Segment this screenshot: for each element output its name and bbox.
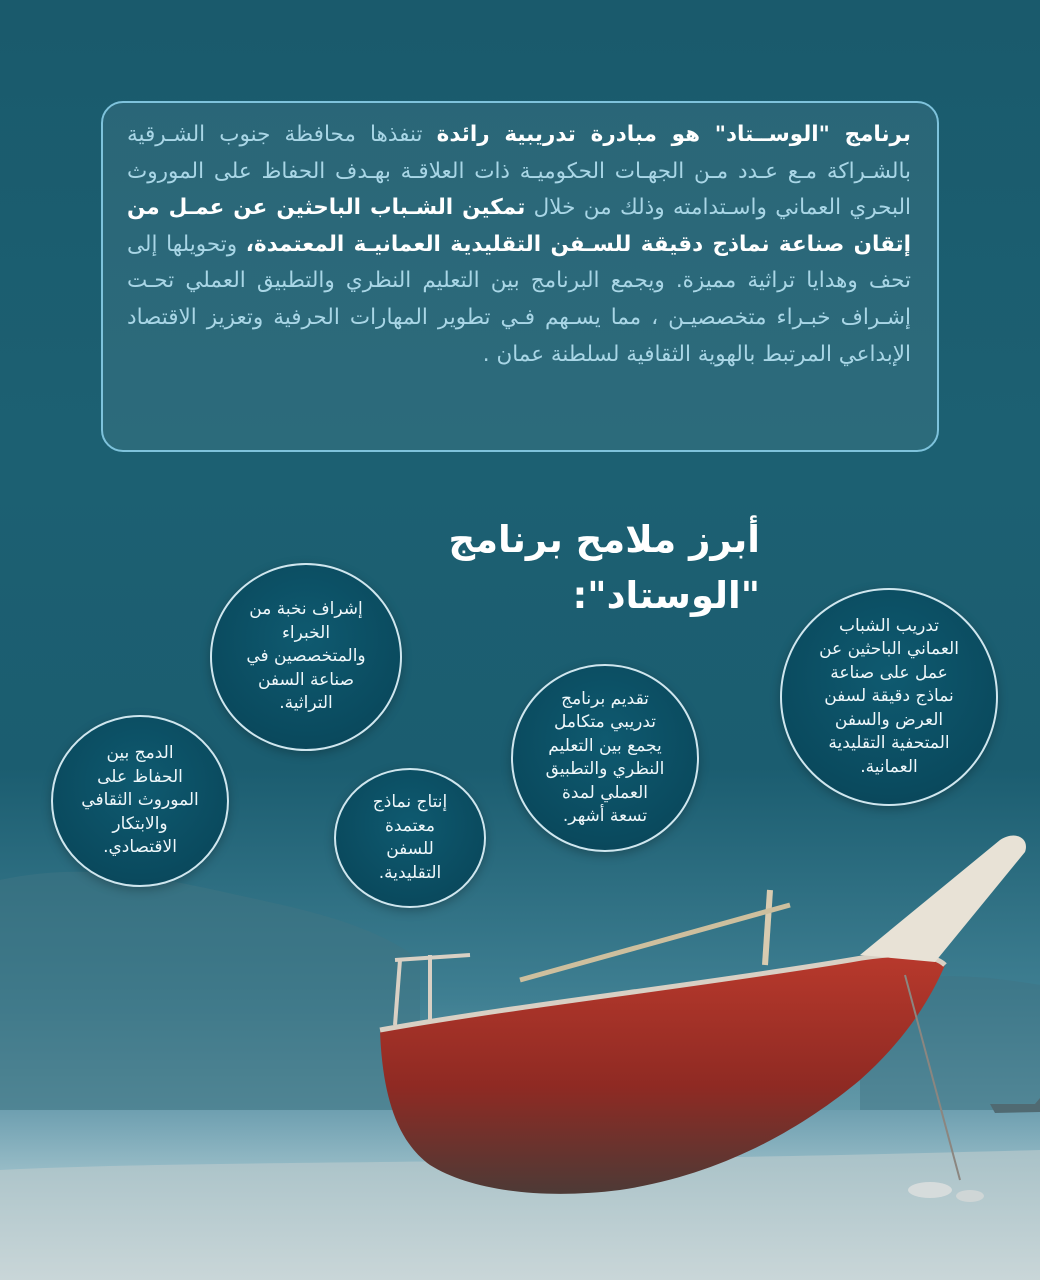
feature-bubble-models (334, 768, 486, 908)
features-heading: أبرز ملامح برنامج "الوستاد": (448, 518, 760, 617)
boat-prow (860, 836, 1026, 962)
feature-bubble-heritage (51, 715, 229, 887)
feature-bubble-training (780, 588, 998, 806)
intro-highlight: تمكين الشـباب الباحثين عن عمـل من إتقان صناعة نماذج دقيقة للسـفن التقليدية العمانيـة المعتمدة، (127, 195, 911, 257)
beach-stone (908, 1182, 952, 1198)
feature-text: إنتاج نماذج معتمدة للسفن التقليدية. (372, 792, 448, 883)
intro-text-box (101, 101, 939, 452)
feature-bubble-experts (210, 563, 402, 751)
beach-stone (956, 1190, 984, 1202)
intro-text-part: تنفذها محافظة جنوب الشـرقية بالشـراكة مـع عـدد مـن الجهـات الحكوميـة ذات العلاقـة بهـدف الحفاظ على الموروث البحري العماني واسـتدامته وذلك من خلال (127, 122, 911, 221)
boat-spar (520, 905, 790, 980)
boat-mast (765, 890, 770, 965)
feature-text: الدمج بين الحفاظ على الموروث الثقافي والابتكار الاقتصادي. (81, 743, 199, 858)
intro-program-title: برنامج "الوســتاد" هو مبادرة تدريبية رائدة (436, 122, 912, 147)
intro-text-part: وتحويلها إلى تحف وهدايا تراثية مميزة. ويجمع البرنامج بين التعليم النظري والتطبيق العملي تحـت إشـراف خبـراء متخصصيـن ، مما يسـهم فـي تطوير المهارات الحرفية وتعزيز الاقتصاد الإبداعي المرتبط بالهوية الثقافية لسلطنة عمان . (127, 231, 911, 367)
mountain-left (0, 872, 420, 1120)
feature-text: تقديم برنامج تدريبي متكامل يجمع بين التعليم النظري والتطبيق العملي لمدة تسعة أشهر. (545, 688, 665, 826)
feature-text: تدريب الشباب العماني الباحثين عن عمل على صناعة نماذج دقيقة لسفن العرض والسفن المتحفية التقليدية العمانية. (819, 615, 959, 777)
feature-text: إشراف نخبة من الخبراء والمتخصصين في صناعة السفن التراثية. (246, 599, 366, 714)
feature-bubble-program (511, 664, 699, 852)
